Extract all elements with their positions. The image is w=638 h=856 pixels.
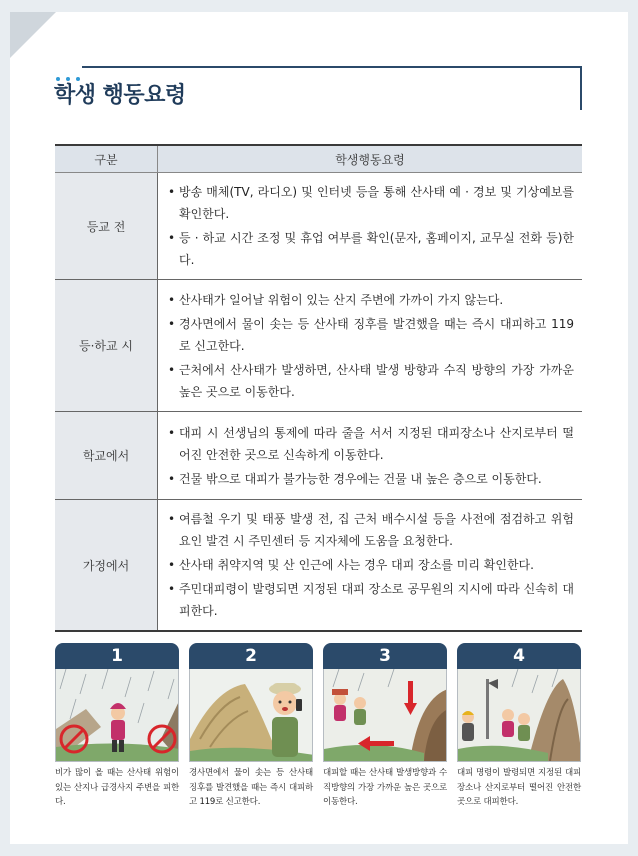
table-row <box>55 280 582 412</box>
row-guidelines <box>158 173 583 280</box>
header-guidelines: 학생행동요령 <box>158 145 583 173</box>
evacuate-perpendicular-illustration <box>323 669 447 762</box>
row-category: 등교 전 <box>55 173 158 280</box>
list-item: • 산사태 취약지역 및 산 인근에 사는 경우 대피 장소를 미리 확인한다. <box>168 554 574 576</box>
row-category: 학교에서 <box>55 412 158 500</box>
report-119-illustration <box>189 669 313 762</box>
evacuation-order-illustration <box>457 669 581 762</box>
list-item: • 등 · 하교 시간 조정 및 휴업 여부를 확인(문자, 홈페이지, 교무실 전화 등)한다. <box>168 227 574 271</box>
page-title: 학생 행동요령 <box>54 83 186 108</box>
header-category: 구분 <box>55 145 158 173</box>
row-category: 가정에서 <box>55 500 158 632</box>
guidelines-table <box>55 144 582 632</box>
panel-caption: 대피할 때는 산사태 발생방향과 수직방향의 가장 가까운 높은 곳으로 이동한다. <box>323 768 447 807</box>
row-guidelines <box>158 500 583 632</box>
list-item: • 여름철 우기 및 태풍 발생 전, 집 근처 배수시설 등을 사전에 점검하고 위험요인 발견 시 주민센터 등 지자체에 도움을 요청한다. <box>168 508 574 552</box>
panel-2 <box>189 643 313 810</box>
panel-number: 3 <box>323 643 447 669</box>
list-item: • 방송 매체(TV, 라디오) 및 인터넷 등을 통해 산사태 예 · 경보 및 기상예보를 확인한다. <box>168 181 574 225</box>
panel-caption: 대피 명령이 발령되면 지정된 대피장소나 산지로부터 떨어진 안전한 곳으로 대피한다. <box>457 768 581 807</box>
list-item: • 건물 밖으로 대피가 불가능한 경우에는 건물 내 높은 층으로 이동한다. <box>168 468 574 490</box>
panel-number: 4 <box>457 643 581 669</box>
table-row <box>55 173 582 280</box>
title-rule-vertical <box>580 66 582 110</box>
table-row <box>55 412 582 500</box>
table-row <box>55 500 582 632</box>
title-rule <box>82 66 582 68</box>
panel-number: 1 <box>55 643 179 669</box>
rain-avoid-slope-illustration <box>55 669 179 762</box>
list-item: • 근처에서 산사태가 발생하면, 산사태 발생 방향과 수직 방향의 가장 가까운 높은 곳으로 이동한다. <box>168 359 574 403</box>
page-fold-corner <box>10 12 56 58</box>
panel-4 <box>457 643 581 810</box>
list-item: • 주민대피령이 발령되면 지정된 대피 장소로 공무원의 지시에 따라 신속히 대피한다. <box>168 578 574 622</box>
row-category: 등·하교 시 <box>55 280 158 412</box>
row-guidelines <box>158 280 583 412</box>
list-item: • 대피 시 선생님의 통제에 따라 줄을 서서 지정된 대피장소나 산지로부터 떨어진 안전한 곳으로 신속하게 이동한다. <box>168 422 574 466</box>
row-guidelines <box>158 412 583 500</box>
panel-1 <box>55 643 179 810</box>
list-item: • 경사면에서 물이 솟는 등 산사태 징후를 발견했을 때는 즉시 대피하고 119로 신고한다. <box>168 313 574 357</box>
panel-3 <box>323 643 447 810</box>
panel-caption: 경사면에서 물이 솟는 등 산사태 징후를 발견했을 때는 즉시 대피하고 119로 신고한다. <box>189 768 313 807</box>
table-header-row <box>55 145 582 173</box>
list-item: • 산사태가 일어날 위험이 있는 산지 주변에 가까이 가지 않는다. <box>168 289 574 311</box>
panel-number: 2 <box>189 643 313 669</box>
panel-caption: 비가 많이 올 때는 산사태 위험이 있는 산지나 급경사지 주변을 피한다. <box>55 768 179 807</box>
